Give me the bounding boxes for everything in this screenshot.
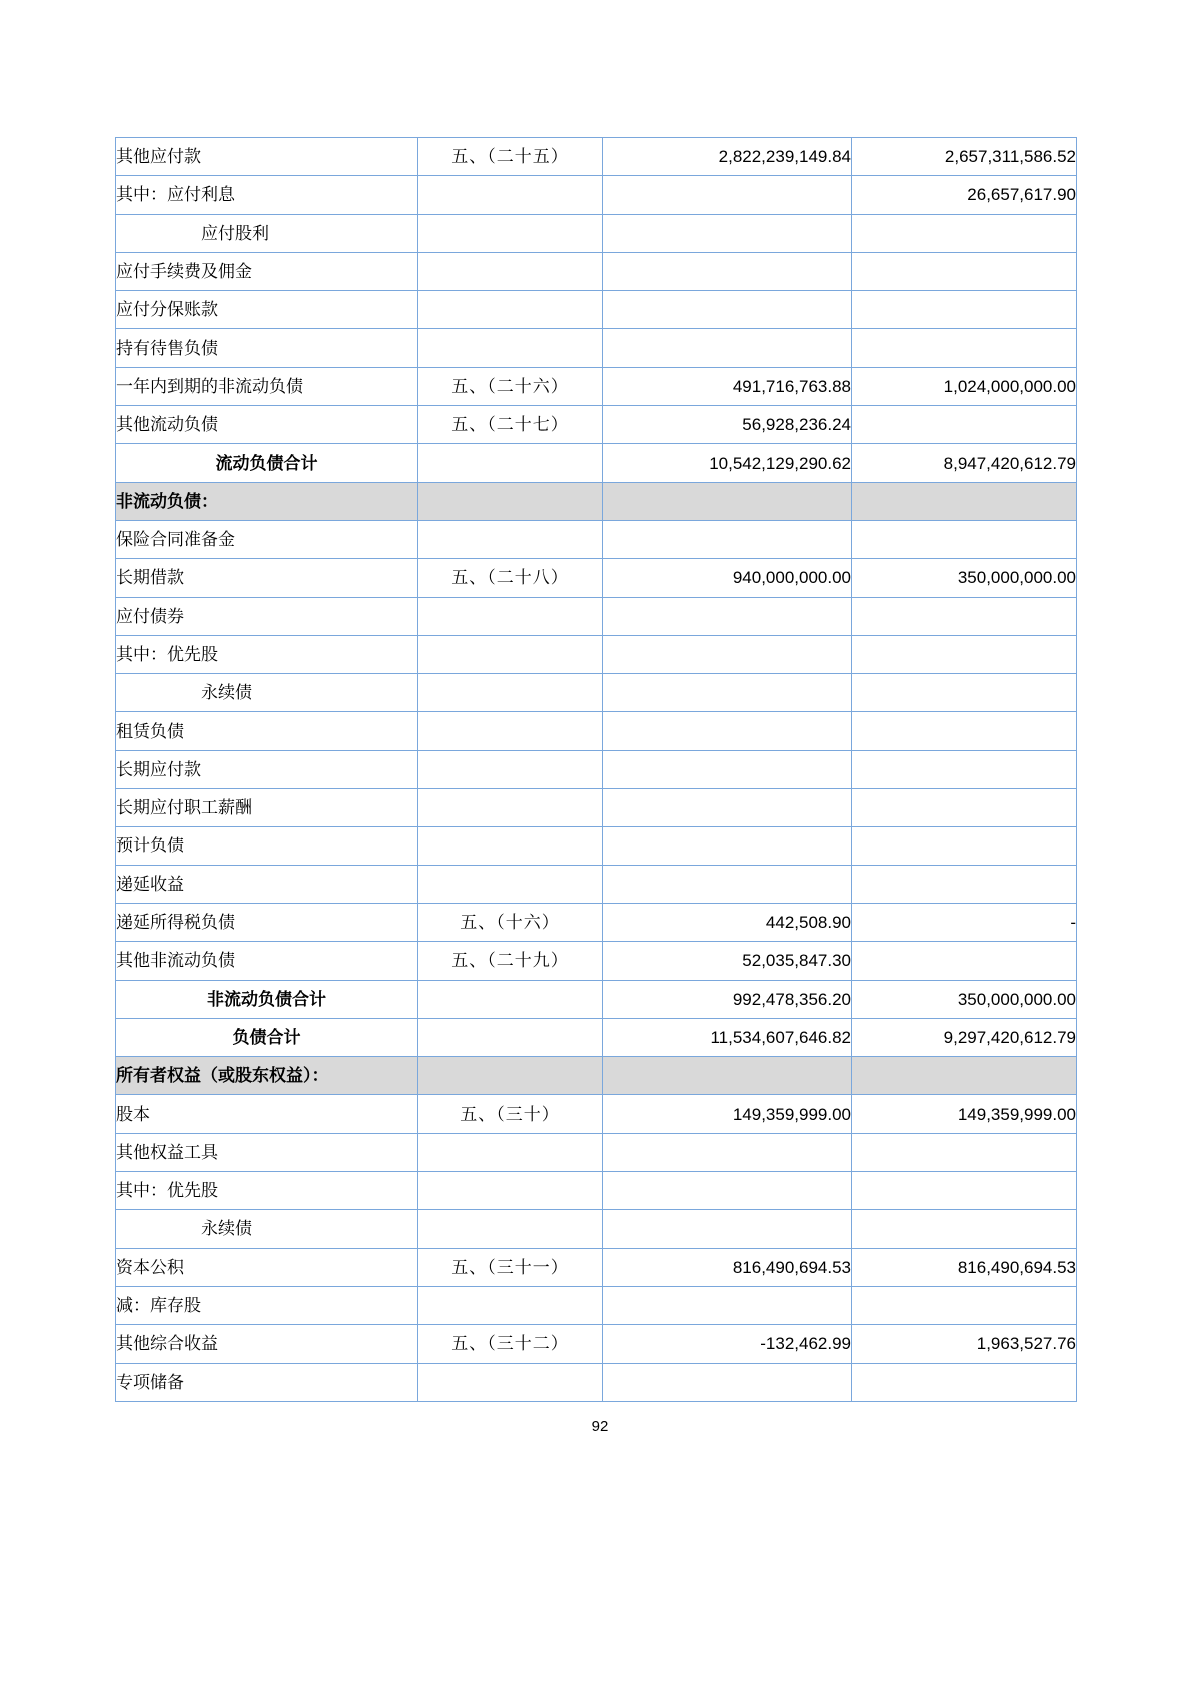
row-prior-amount	[852, 329, 1077, 367]
table-row	[116, 176, 1077, 214]
row-note	[418, 444, 603, 482]
row-current-amount: 940,000,000.00	[603, 559, 852, 597]
table-row	[116, 789, 1077, 827]
row-label: 永续债	[116, 674, 418, 712]
row-prior-amount	[852, 942, 1077, 980]
row-note	[418, 635, 603, 673]
table-row	[116, 597, 1077, 635]
row-note	[418, 329, 603, 367]
row-note	[418, 1172, 603, 1210]
balance-sheet-table	[115, 137, 1077, 1402]
row-note	[418, 674, 603, 712]
row-current-amount: 992,478,356.20	[603, 980, 852, 1018]
row-prior-amount: -	[852, 903, 1077, 941]
row-label: 减：库存股	[116, 1286, 418, 1324]
row-current-amount: 491,716,763.88	[603, 367, 852, 405]
row-current-amount	[603, 1210, 852, 1248]
row-current-amount	[603, 1286, 852, 1324]
table-row-subtotal	[116, 444, 1077, 482]
row-current-amount: 149,359,999.00	[603, 1095, 852, 1133]
table-row	[116, 674, 1077, 712]
table-row	[116, 1095, 1077, 1133]
table-row	[116, 1133, 1077, 1171]
row-current-amount	[603, 252, 852, 290]
row-label: 其他流动负债	[116, 406, 418, 444]
row-prior-amount: 350,000,000.00	[852, 559, 1077, 597]
row-label: 递延收益	[116, 865, 418, 903]
table-row-subtotal	[116, 1018, 1077, 1056]
row-note	[418, 597, 603, 635]
row-note	[418, 750, 603, 788]
row-prior-amount	[852, 1172, 1077, 1210]
row-label: 租赁负债	[116, 712, 418, 750]
row-label: 长期应付款	[116, 750, 418, 788]
row-note: 五、（二十六）	[418, 367, 603, 405]
row-prior-amount	[852, 750, 1077, 788]
row-label: 其中：应付利息	[116, 176, 418, 214]
table-row	[116, 367, 1077, 405]
row-note	[418, 1210, 603, 1248]
row-note	[418, 214, 603, 252]
row-prior-amount	[852, 406, 1077, 444]
row-label: 其他应付款	[116, 138, 418, 176]
row-note: 五、（三十）	[418, 1095, 603, 1133]
table-row	[116, 1248, 1077, 1286]
row-note	[418, 789, 603, 827]
row-prior-amount: 350,000,000.00	[852, 980, 1077, 1018]
row-prior-amount: 1,963,527.76	[852, 1325, 1077, 1363]
row-note	[418, 176, 603, 214]
row-prior-amount: 26,657,617.90	[852, 176, 1077, 214]
row-note: 五、（三十二）	[418, 1325, 603, 1363]
row-label: 一年内到期的非流动负债	[116, 367, 418, 405]
row-note: 五、（二十七）	[418, 406, 603, 444]
row-note	[418, 482, 603, 520]
row-note	[418, 712, 603, 750]
table-row	[116, 942, 1077, 980]
table-row	[116, 712, 1077, 750]
row-note	[418, 291, 603, 329]
row-label: 其他综合收益	[116, 1325, 418, 1363]
row-current-amount	[603, 674, 852, 712]
row-label: 应付股利	[116, 214, 418, 252]
row-note	[418, 865, 603, 903]
row-label: 资本公积	[116, 1248, 418, 1286]
row-label: 长期应付职工薪酬	[116, 789, 418, 827]
row-note: 五、（十六）	[418, 903, 603, 941]
row-current-amount	[603, 750, 852, 788]
row-prior-amount	[852, 1286, 1077, 1324]
row-note: 五、（二十八）	[418, 559, 603, 597]
row-prior-amount	[852, 712, 1077, 750]
row-label: 应付债券	[116, 597, 418, 635]
row-prior-amount: 9,297,420,612.79	[852, 1018, 1077, 1056]
row-label: 递延所得税负债	[116, 903, 418, 941]
row-current-amount: 816,490,694.53	[603, 1248, 852, 1286]
row-prior-amount: 816,490,694.53	[852, 1248, 1077, 1286]
row-label: 非流动负债合计	[116, 980, 418, 1018]
row-prior-amount	[852, 1363, 1077, 1401]
row-note	[418, 1286, 603, 1324]
table-row	[116, 1363, 1077, 1401]
row-current-amount	[603, 635, 852, 673]
row-note	[418, 252, 603, 290]
row-current-amount	[603, 329, 852, 367]
row-prior-amount	[852, 789, 1077, 827]
row-current-amount	[603, 865, 852, 903]
table-row	[116, 1210, 1077, 1248]
row-label: 持有待售负债	[116, 329, 418, 367]
row-current-amount	[603, 176, 852, 214]
row-note: 五、（二十五）	[418, 138, 603, 176]
table-row	[116, 406, 1077, 444]
row-current-amount	[603, 597, 852, 635]
row-prior-amount	[852, 865, 1077, 903]
row-prior-amount: 8,947,420,612.79	[852, 444, 1077, 482]
table-row-section-header	[116, 1057, 1077, 1095]
row-prior-amount	[852, 1057, 1077, 1095]
table-row	[116, 214, 1077, 252]
row-current-amount: 2,822,239,149.84	[603, 138, 852, 176]
row-prior-amount: 2,657,311,586.52	[852, 138, 1077, 176]
row-current-amount	[603, 520, 852, 558]
table-row	[116, 1172, 1077, 1210]
row-label: 长期借款	[116, 559, 418, 597]
row-note	[418, 1133, 603, 1171]
row-prior-amount	[852, 214, 1077, 252]
row-current-amount	[603, 291, 852, 329]
row-prior-amount	[852, 1133, 1077, 1171]
row-current-amount	[603, 712, 852, 750]
row-label: 其他非流动负债	[116, 942, 418, 980]
row-note	[418, 827, 603, 865]
row-note	[418, 1363, 603, 1401]
table-row	[116, 1286, 1077, 1324]
page-number: 92	[591, 1418, 609, 1435]
table-row-subtotal	[116, 980, 1077, 1018]
row-note	[418, 520, 603, 558]
row-current-amount: 10,542,129,290.62	[603, 444, 852, 482]
row-current-amount: 11,534,607,646.82	[603, 1018, 852, 1056]
table-row	[116, 252, 1077, 290]
row-prior-amount	[852, 827, 1077, 865]
row-prior-amount	[852, 597, 1077, 635]
row-note: 五、（二十九）	[418, 942, 603, 980]
row-current-amount	[603, 1363, 852, 1401]
row-current-amount: 442,508.90	[603, 903, 852, 941]
table-row	[116, 750, 1077, 788]
row-current-amount: 52,035,847.30	[603, 942, 852, 980]
table-row	[116, 1325, 1077, 1363]
table-row	[116, 635, 1077, 673]
row-label: 保险合同准备金	[116, 520, 418, 558]
row-note	[418, 1057, 603, 1095]
row-note: 五、（三十一）	[418, 1248, 603, 1286]
row-current-amount	[603, 482, 852, 520]
row-current-amount: -132,462.99	[603, 1325, 852, 1363]
row-current-amount	[603, 1057, 852, 1095]
row-current-amount	[603, 827, 852, 865]
row-label: 股本	[116, 1095, 418, 1133]
table-row	[116, 865, 1077, 903]
row-note	[418, 1018, 603, 1056]
row-prior-amount	[852, 291, 1077, 329]
row-prior-amount: 1,024,000,000.00	[852, 367, 1077, 405]
row-label: 专项储备	[116, 1363, 418, 1401]
row-note	[418, 980, 603, 1018]
row-label: 其他权益工具	[116, 1133, 418, 1171]
row-prior-amount	[852, 635, 1077, 673]
table-row	[116, 903, 1077, 941]
row-label: 非流动负债：	[116, 482, 418, 520]
row-label: 流动负债合计	[116, 444, 418, 482]
row-prior-amount	[852, 1210, 1077, 1248]
table-row	[116, 329, 1077, 367]
row-label: 应付分保账款	[116, 291, 418, 329]
row-prior-amount	[852, 482, 1077, 520]
row-label: 永续债	[116, 1210, 418, 1248]
table-row	[116, 291, 1077, 329]
row-label: 负债合计	[116, 1018, 418, 1056]
row-label: 所有者权益（或股东权益）：	[116, 1057, 418, 1095]
row-label: 应付手续费及佣金	[116, 252, 418, 290]
table-row	[116, 559, 1077, 597]
row-prior-amount	[852, 252, 1077, 290]
row-prior-amount: 149,359,999.00	[852, 1095, 1077, 1133]
table-row	[116, 827, 1077, 865]
table-row-section-header	[116, 482, 1077, 520]
row-current-amount	[603, 789, 852, 827]
row-current-amount	[603, 1172, 852, 1210]
row-current-amount	[603, 1133, 852, 1171]
row-current-amount: 56,928,236.24	[603, 406, 852, 444]
row-label: 其中：优先股	[116, 635, 418, 673]
table-row	[116, 520, 1077, 558]
row-label: 其中：优先股	[116, 1172, 418, 1210]
row-prior-amount	[852, 520, 1077, 558]
row-label: 预计负债	[116, 827, 418, 865]
table-row	[116, 138, 1077, 176]
row-prior-amount	[852, 674, 1077, 712]
row-current-amount	[603, 214, 852, 252]
